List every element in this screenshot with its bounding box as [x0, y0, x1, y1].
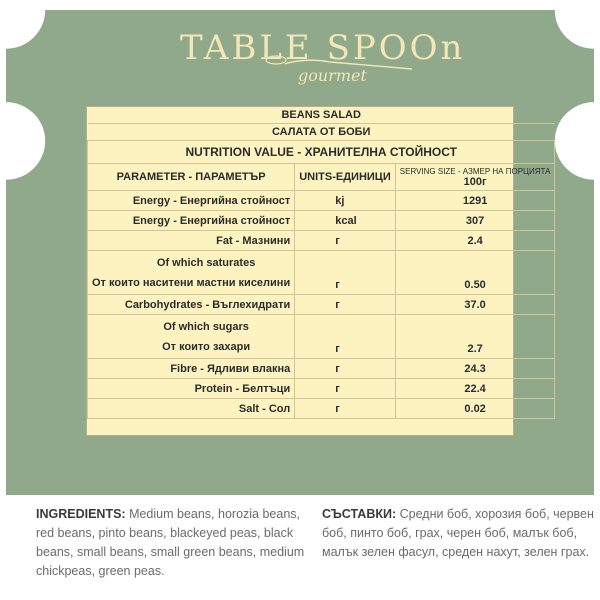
row-param-line1: Of which sugars — [163, 320, 249, 333]
row-value: 2.4 — [395, 231, 555, 251]
table-row — [88, 191, 555, 211]
row-value: 0.02 — [395, 399, 555, 419]
row-param-line2: От които наситени мастни киселини — [92, 276, 291, 289]
ingredients-bg-text: Средни боб, хорозия боб, червен боб, пинто боб, грах, черен боб, малък боб, малък зелен фасул, среден нахут, зелен грах. — [322, 507, 594, 559]
ingredients-en-text: Medium beans, horozia beans, red beans, pinto beans, blackeyed peas, black beans, small beans, small green beans, medium chickpeas, green peas. — [36, 507, 305, 578]
table-row — [88, 231, 555, 251]
row-unit: г — [295, 379, 396, 399]
row-value: 1291 — [395, 191, 555, 211]
table-row — [88, 399, 555, 419]
row-unit: г — [295, 295, 396, 315]
row-unit: г — [295, 251, 396, 295]
table-row — [88, 251, 555, 295]
table-row — [88, 359, 555, 379]
row-value: 2.7 — [395, 315, 555, 359]
serving-size-value: 100г — [463, 175, 487, 188]
row-param: Energy - Енергийна стойност — [88, 211, 295, 231]
row-param: Carbohydrates - Въглехидрати — [88, 295, 295, 315]
row-unit: г — [295, 315, 396, 359]
row-param — [88, 251, 295, 295]
brand-logo — [180, 22, 466, 92]
nutrition-panel — [86, 106, 551, 436]
header-parameter: PARAMETER - ПАРАМЕТЪР — [88, 164, 295, 191]
table-row — [88, 211, 555, 231]
product-name-en: BEANS SALAD — [88, 107, 555, 124]
row-param-line1: Of which saturates — [156, 256, 256, 269]
row-value: 22.4 — [395, 379, 555, 399]
nutrition-table — [87, 107, 555, 419]
row-value: 37.0 — [395, 295, 555, 315]
row-param-line2: От които захари — [162, 340, 251, 353]
brand-name: TABLE SPOOn — [180, 28, 466, 68]
row-unit: г — [295, 231, 396, 251]
row-param: Protein - Белтъци — [88, 379, 295, 399]
row-value: 0.50 — [395, 251, 555, 295]
row-param: Energy - Енергийна стойност — [88, 191, 295, 211]
row-param: Salt - Сол — [88, 399, 295, 419]
ingredients-en-label: INGREDIENTS: — [36, 507, 126, 521]
section-title: NUTRITION VALUE - ХРАНИТЕЛНА СТОЙНОСТ — [88, 141, 555, 164]
brand-subtitle: gourmet — [298, 66, 367, 85]
row-param: Fat - Мазнини — [88, 231, 295, 251]
header-units: UNITS-ЕДИНИЦИ — [295, 164, 396, 191]
table-row — [88, 315, 555, 359]
header-serving — [395, 164, 555, 191]
row-unit: г — [295, 399, 396, 419]
row-param: Fibre - Ядливи влакна — [88, 359, 295, 379]
ingredients-en — [36, 505, 316, 581]
ingredients-bg-label: СЪСТАВКИ: — [322, 507, 397, 521]
row-value: 307 — [395, 211, 555, 231]
ingredients-bg — [322, 505, 594, 562]
table-row — [88, 295, 555, 315]
row-unit: г — [295, 359, 396, 379]
row-value: 24.3 — [395, 359, 555, 379]
row-unit: kj — [295, 191, 396, 211]
table-row — [88, 379, 555, 399]
product-name-bg: САЛАТА ОТ БОБИ — [88, 124, 555, 141]
row-param — [88, 315, 295, 359]
row-unit: kcal — [295, 211, 396, 231]
serving-size-label: SERVING SIZE - АЗМЕР НА ПОРЦИЯТА — [399, 166, 551, 176]
